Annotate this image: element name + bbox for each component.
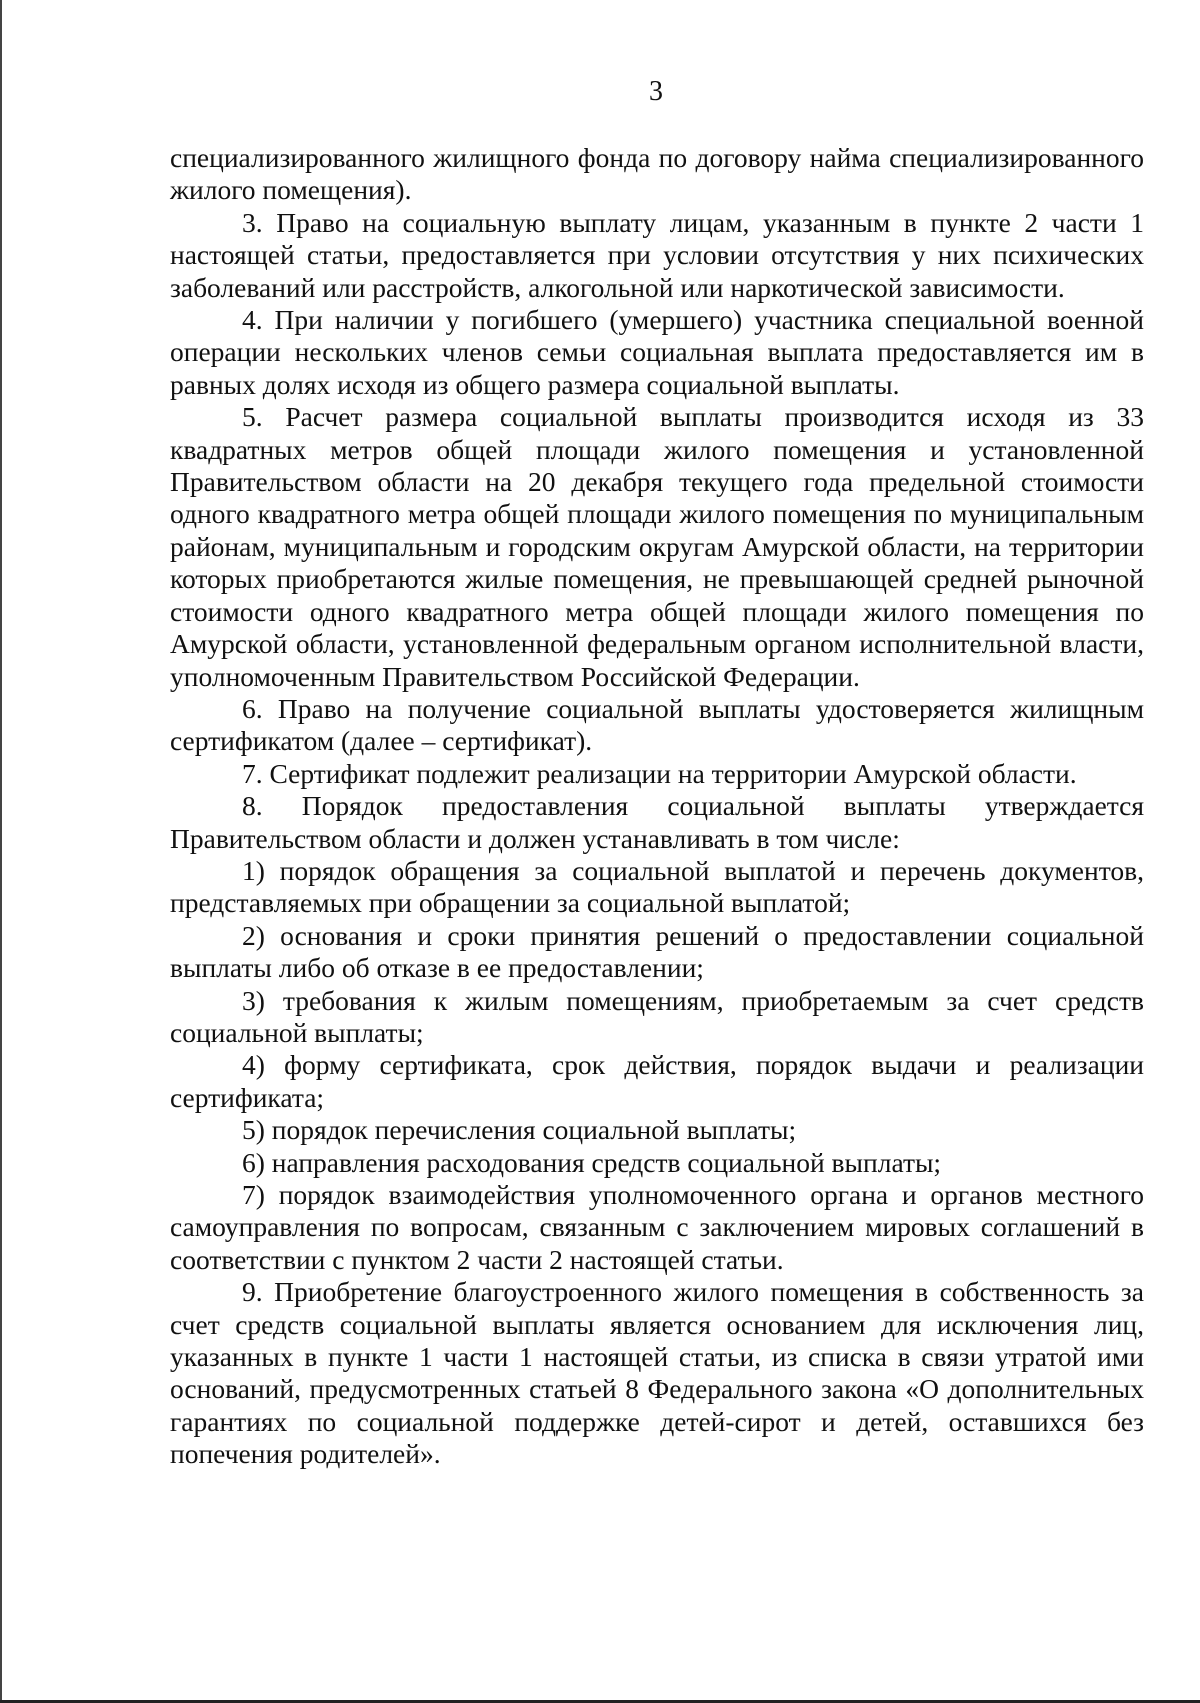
page-number: 3 xyxy=(649,76,663,107)
document-body xyxy=(170,142,1144,1471)
subitem-3: 3) требования к жилым помещениям, приобретаемым за счет средств социальной выплаты; xyxy=(170,984,1144,1048)
paragraph-item-3: 3. Право на социальную выплату лицам, указанным в пункте 2 части 1 настоящей статьи, предоставляется при условии отсутствия у них психических заболеваний или расстройств, алкогольной или наркотической зависимости. xyxy=(170,206,1144,303)
paragraph-item-6: 6. Право на получение социальной выплаты удостоверяется жилищным сертификатом (далее – сертификат). xyxy=(170,692,1144,757)
paragraph-item-9: 9. Приобретение благоустроенного жилого помещения в собственность за счет средств социальной выплаты является основанием для исключения лиц, указанных в пункте 1 части 1 настоящей статьи, из списка в связи утратой ими оснований, предусмотренных статьей 8 Федерального закона «О дополнительных гарантиях по социальной поддержке детей-сирот и детей, оставшихся без попечения родителей». xyxy=(170,1276,1144,1470)
paragraph-item-5: 5. Расчет размера социальной выплаты производится исходя из 33 квадратных метров общей площади жилого помещения и установленной Правительством области на 20 декабря текущего года предельной стоимости одного квадратного метра общей площади жилого помещения по муниципальным районам, муниципальным и городским округам Амурской области, на территории которых приобретаются жилые помещения, не превышающей средней рыночной стоимости одного квадратного метра общей площади жилого помещения по Амурской области, установленной федеральным органом исполнительной власти, уполномоченным Правительством Российской Федерации. xyxy=(170,401,1144,692)
subitem-4: 4) форму сертификата, срок действия, порядок выдачи и реализации сертификата; xyxy=(170,1049,1144,1113)
paragraph-item-4: 4. При наличии у погибшего (умершего) участника специальной военной операции нескольких членов семьи социальная выплата предоставляется им в равных долях исходя из общего размера социальной выплаты. xyxy=(170,304,1144,400)
subitem-2: 2) основания и сроки принятия решений о предоставлении социальной выплаты либо об отказе в ее предоставлении; xyxy=(170,919,1144,984)
paragraph-continuation: специализированного жилищного фонда по договору найма специализированного жилого помещения). xyxy=(170,142,1144,206)
subitem-5: 5) порядок перечисления социальной выплаты; xyxy=(242,1114,797,1146)
paragraph-item-8: 8. Порядок предоставления социальной выплаты утверждается Правительством области и должен устанавливать в том числе: xyxy=(170,790,1144,854)
subitem-7: 7) порядок взаимодействия уполномоченного органа и органов местного самоуправления по вопросам, связанным с заключением мировых соглашений в соответствии с пунктом 2 части 2 настоящей статьи. xyxy=(170,1179,1144,1275)
paragraph-item-7: 7. Сертификат подлежит реализации на территории Амурской области. xyxy=(242,757,1077,789)
subitem-6: 6) направления расходования средств социальной выплаты; xyxy=(242,1146,942,1178)
scan-left-edge xyxy=(0,0,2,1703)
subitem-1: 1) порядок обращения за социальной выплатой и перечень документов, представляемых при обращении за социальной выплатой; xyxy=(170,854,1144,919)
